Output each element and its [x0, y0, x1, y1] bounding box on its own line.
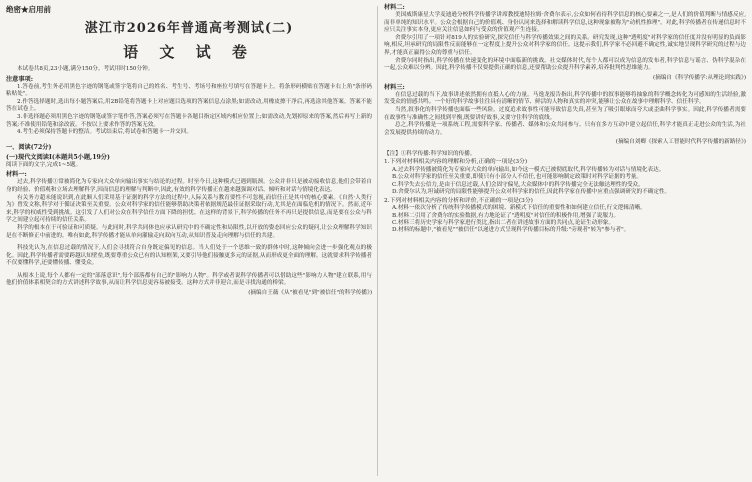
material-2-paragraph: 舍费尔同时指出,科学传播在快速变化的环境中面临新的挑战。社交媒体时代,每个人都可以成为信息的发布者,科学信息与谣言、伪科学混杂在一起,公众难以分辨。因此,科学传播不仅要提供正确的信息,还要帮助公众提升科学素养,培养批判性思维能力。	[384, 57, 746, 72]
notice-item: 3.非选择题必须用黑色字迹的钢笔或签字笔作答,答案必须写在答题卡各题目指定区域内相应位置上;如需改动,先划掉原来的答案,然后再写上新的答案;不准使用铅笔和涂改液。不按以上要求作答的答案无效。	[6, 113, 372, 128]
column-divider	[377, 6, 378, 476]
material-3-paragraph: 在信息过载的当下,故事讲述依然拥有直抵人心的力量。马逸龙报告指出,科学传播中的叙事能够将抽象的科学概念转化为可感知的生活经验,激发受众的情感共鸣。一个好的科学故事往往具有清晰的情节、鲜活的人物和真实的冲突,能够让公众在故事中理解科学、信任科学。	[384, 91, 746, 106]
notice-item: 1.答卷前,考生务必用黑色字迹的钢笔或签字笔将自己的姓名、考生号、考场号和座位号填写在答题卡上。将条形码横贴在答题卡右上角"条形码粘贴处"。	[6, 83, 372, 98]
exam-title: 湛江市2026年普通高考测试(二)	[84, 21, 294, 36]
notice-item: 2.作答选择题时,选出每小题答案后,用2B铅笔将答题卡上对应题目选项的答案信息点涂黑;如需改动,用橡皮擦干净后,再选涂其他答案。答案不能答在试卷上。	[6, 98, 372, 113]
question-1-option: C.科学失去公信力,是由于信息过载,人们会固守偏见,大众媒体中的科学传播完全无法触达理性的受众。	[392, 181, 644, 188]
material-2-paragraph: 美国威斯康星大学麦迪逊分校科学传播学讲席教授迪特拉姆·舍费尔表示,公众如何看待科学信息的核心要素之一,是人们的价值判断与情感反应,而非单纯的知识水平。公众会根据自己的价值观、身份认同来选择和解读科学信息,这种现象被称为"动机性推理"。对此,科学传播者在传递信息时不应只关注事实本身,更应关注信息如何与受众的价值观产生连接。	[384, 12, 746, 34]
material-2-source: (摘编自《科学传播学:从理论到实践》)	[653, 74, 746, 81]
material-1-paragraph: 科学的根本在于可验证和可质疑。与此同时,科学共同体也应承认研究中的不确定性和局限性,以开放的姿态回应公众的疑问,让公众理解科学知识是在不断修正中前进的。唯有如此,科学传播才能从单向灌输走向双向互动,从知识普及走向理解与信任的共建。	[6, 224, 372, 239]
material-2-paragraph: 舍费尔引用了一项针对819人的实验研究,探究信任与科学传播效果之间的关系。研究发现,这种"透明度"对科学家的信任度并没有明显的负面影响,相反,坦承研究的局限性反而能够在一定程度上提升公众对科学家的信任。这提示我们,科学家不必回避不确定性,诚实地呈现科学研究的过程与边界,才能真正赢得公众的尊重与信任。	[384, 34, 746, 56]
material-3-label: 材料三:	[384, 83, 405, 91]
material-1-paragraph: 有关务方超未能说识到,在此顺人们采用基于证据的科学方法的过程中,人际关系与教育要性不可忽视,而信任正是其中的核心要素。《自然·人类行为》曾发文称,科学对于循证决策至关重要。公众对科学家的信任能够帮助决策者依据规范最佳证据采取行动,尤其是在面临危机的情况下。然而,近年来,科学的权威性受到挑战。这引发了人们对公众在科学信任方面下降的担忧。在这样的背景下,科学传播的任务不再只是提供信息,而是要在公众与科学之间建立起可持续的信任关系。	[6, 194, 372, 224]
question-1-option: B.公众对科学家的信任至关重要,即使只有小部分人不信任,也可能影响制定政策时对科学证据的考量。	[392, 174, 642, 181]
question-2-option: A.材料一依次分析了传统科学传播模式的困境、新模式下信任的重要性和如何建立信任,行文逻辑清晰。	[392, 205, 646, 212]
material-1-paragraph: 科技先认为,在信息过载的情况下,人们会寻找符合自身既定偏见的信息。当人们处于一个思维一致的群体中时,这种倾向会进一步强化观点的极化。因此,科学传播者需要跨越认知壁垒,既要尊重公众已有的认知框架,又要引导他们接触更多元的证据,从而形成更全面的理解。这就要求科学传播者不仅要懂科学,还要懂传播、懂受众。	[6, 245, 372, 267]
material-2-label: 材料二:	[384, 4, 405, 11]
question-1-option: D.舍费尔认为,坦诚研究的局限性能够提升公众对科学家的信任,因此科学家在传播中应重点强调研究的不确定性。	[392, 189, 671, 196]
footnote: 【注】①科学传播:科学知识的传播。	[384, 151, 476, 158]
question-2-option: D.材料的标题中,"被看见""被信任"以递进方式呈现科学传播目标的升级:"旁观者"转为"参与者"。	[392, 227, 630, 234]
question-1-option: A.过去科学传播被简化为专家向大众的单向输出,如今这一模式已被彻底取代,科学传播转为对话与情境化表达。	[392, 166, 665, 173]
secret-label: 绝密★启用前	[6, 5, 51, 14]
notice-item: 4.考生必须保持答题卡的整洁。考试结束后,将试卷和答题卡一并交回。	[17, 129, 192, 136]
material-3-paragraph: 总之,科学传播是一项系统工程,需要科学家、传播者、媒体和公众共同参与。只有在多方互动中建立起信任,科学才能真正走进公众的生活,为社会发展提供持续的动力。	[384, 122, 746, 136]
question-1: 1.下列对材料相关内容的理解和分析,正确的一项是(3分)	[384, 159, 528, 166]
material-3-source: (摘编自刘卿《探索人工智能时代科学传播的新路径》)	[615, 139, 746, 146]
question-2: 2.下列对材料相关内容的分析和评价,不正确的一项是(3分)	[384, 197, 533, 204]
notice-heading: 注意事项:	[6, 75, 34, 83]
left-column	[6, 0, 372, 297]
material-1-label: 材料一:	[6, 171, 27, 179]
subsection-heading: (一)现代文阅读Ⅰ(本题共5小题,19分)	[6, 153, 110, 161]
question-2-option: B.材料二引用了舍费尔的实验数据,有力地论证了"透明度"对信任的积极作用,增强了说服力。	[392, 212, 620, 219]
right-column	[384, 0, 746, 235]
material-1-source: (摘编自王薇《从"被看见"到"被信任"的科学传播》)	[248, 290, 372, 297]
instruction: 阅读下面的文字,完成1~5题。	[6, 161, 82, 168]
question-2-option: C.材料三将历史学家与科学家进行类比,指出二者在讲述故事方面的共同点,论证生动形象。	[392, 219, 614, 226]
subject-title: 语 文 试 卷	[123, 43, 255, 61]
material-1-paragraph: 过去,科学传播①常被简化为专家向大众单向输出事实与结论的过程。时至今日,这种模式已遇到瓶颈。公众并非只是被动接收信息,他们会带着自身的经验、价值观和立场去理解科学,因而信息的理解与判断中,因此,有效的科学传播正在越来越强调对话、倾听和对话与情境化表达。	[6, 179, 372, 193]
material-3-paragraph: 当然,叙事化的科学传播也面临一些风险。过度追求故事性可能导致信息失真,甚至为了吸引眼球而夸大或歪曲科学事实。因此,科学传播者需要在故事性与准确性之间找到平衡,既要讲好故事,又要守住科学的底线。	[384, 106, 746, 121]
exam-info: 本试卷共8页,23小题,满分150分。考试用时150分钟。	[17, 66, 154, 72]
section-heading: 一、阅读(72分)	[6, 143, 52, 151]
material-1-paragraph: 从根本上说,每个人都有一定的"部落意识",每个部落都有自己的"影响力人物"。科学或者说科学传播者可以借助这些"影响力人物"建立联系,用与他们价值体系相契合的方式讲述科学故事,从而让科学信息更容易被接受。这种方式并非迎合,而是寻找沟通的桥梁。	[6, 272, 372, 287]
